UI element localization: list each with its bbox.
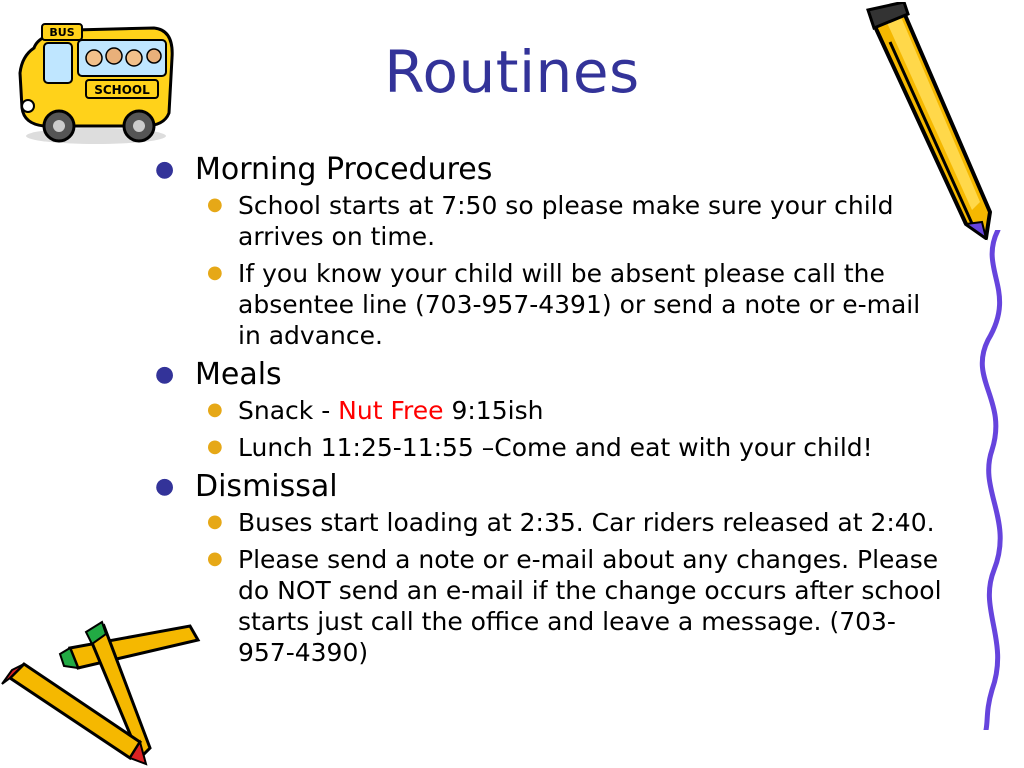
bullet-icon: ● (155, 362, 175, 387)
item-text-pre: Snack - (238, 396, 339, 425)
section-heading (155, 469, 955, 505)
bullet-icon: ● (207, 194, 223, 215)
bus-sign-label: BUS (49, 26, 75, 39)
item-text: If you know your child will be absent please call the absentee line (703-957-4391) or send a note or e-mail in advance. (238, 259, 921, 350)
slide-title: Routines (384, 38, 640, 106)
list-item (155, 395, 948, 426)
bullet-icon: ● (207, 399, 223, 420)
bus-side-label: SCHOOL (94, 83, 150, 97)
item-text: Please send a note or e-mail about any changes. Please do NOT send an e-mail if the change occurs after school starts just call the office and leave a message. (703-957-4390) (238, 545, 942, 667)
list-item (155, 507, 948, 538)
section-heading (155, 357, 955, 393)
nut-free-highlight: Nut Free (338, 396, 444, 425)
heading-text: Meals (195, 357, 282, 392)
item-text: School starts at 7:50 so please make sure your child arrives on time. (238, 191, 894, 251)
heading-text: Morning Procedures (195, 152, 493, 187)
list-item (155, 432, 948, 463)
bullet-icon: ● (207, 548, 223, 569)
item-text: Buses start loading at 2:35. Car riders released at 2:40. (238, 508, 935, 537)
squiggle-line-icon (968, 230, 1024, 730)
bullet-icon: ● (207, 436, 223, 457)
bullet-icon: ● (207, 262, 223, 283)
item-text-post: 9:15ish (443, 396, 544, 425)
bullet-icon: ● (155, 157, 175, 182)
list-item (155, 190, 948, 252)
heading-text: Dismissal (195, 469, 338, 504)
bullet-icon: ● (207, 511, 223, 532)
list-item (155, 544, 948, 668)
list-item (155, 258, 948, 351)
bullet-list (155, 148, 955, 674)
bullet-icon: ● (155, 474, 175, 499)
item-text: Lunch 11:25-11:55 –Come and eat with your child! (238, 433, 873, 462)
section-heading (155, 152, 955, 188)
